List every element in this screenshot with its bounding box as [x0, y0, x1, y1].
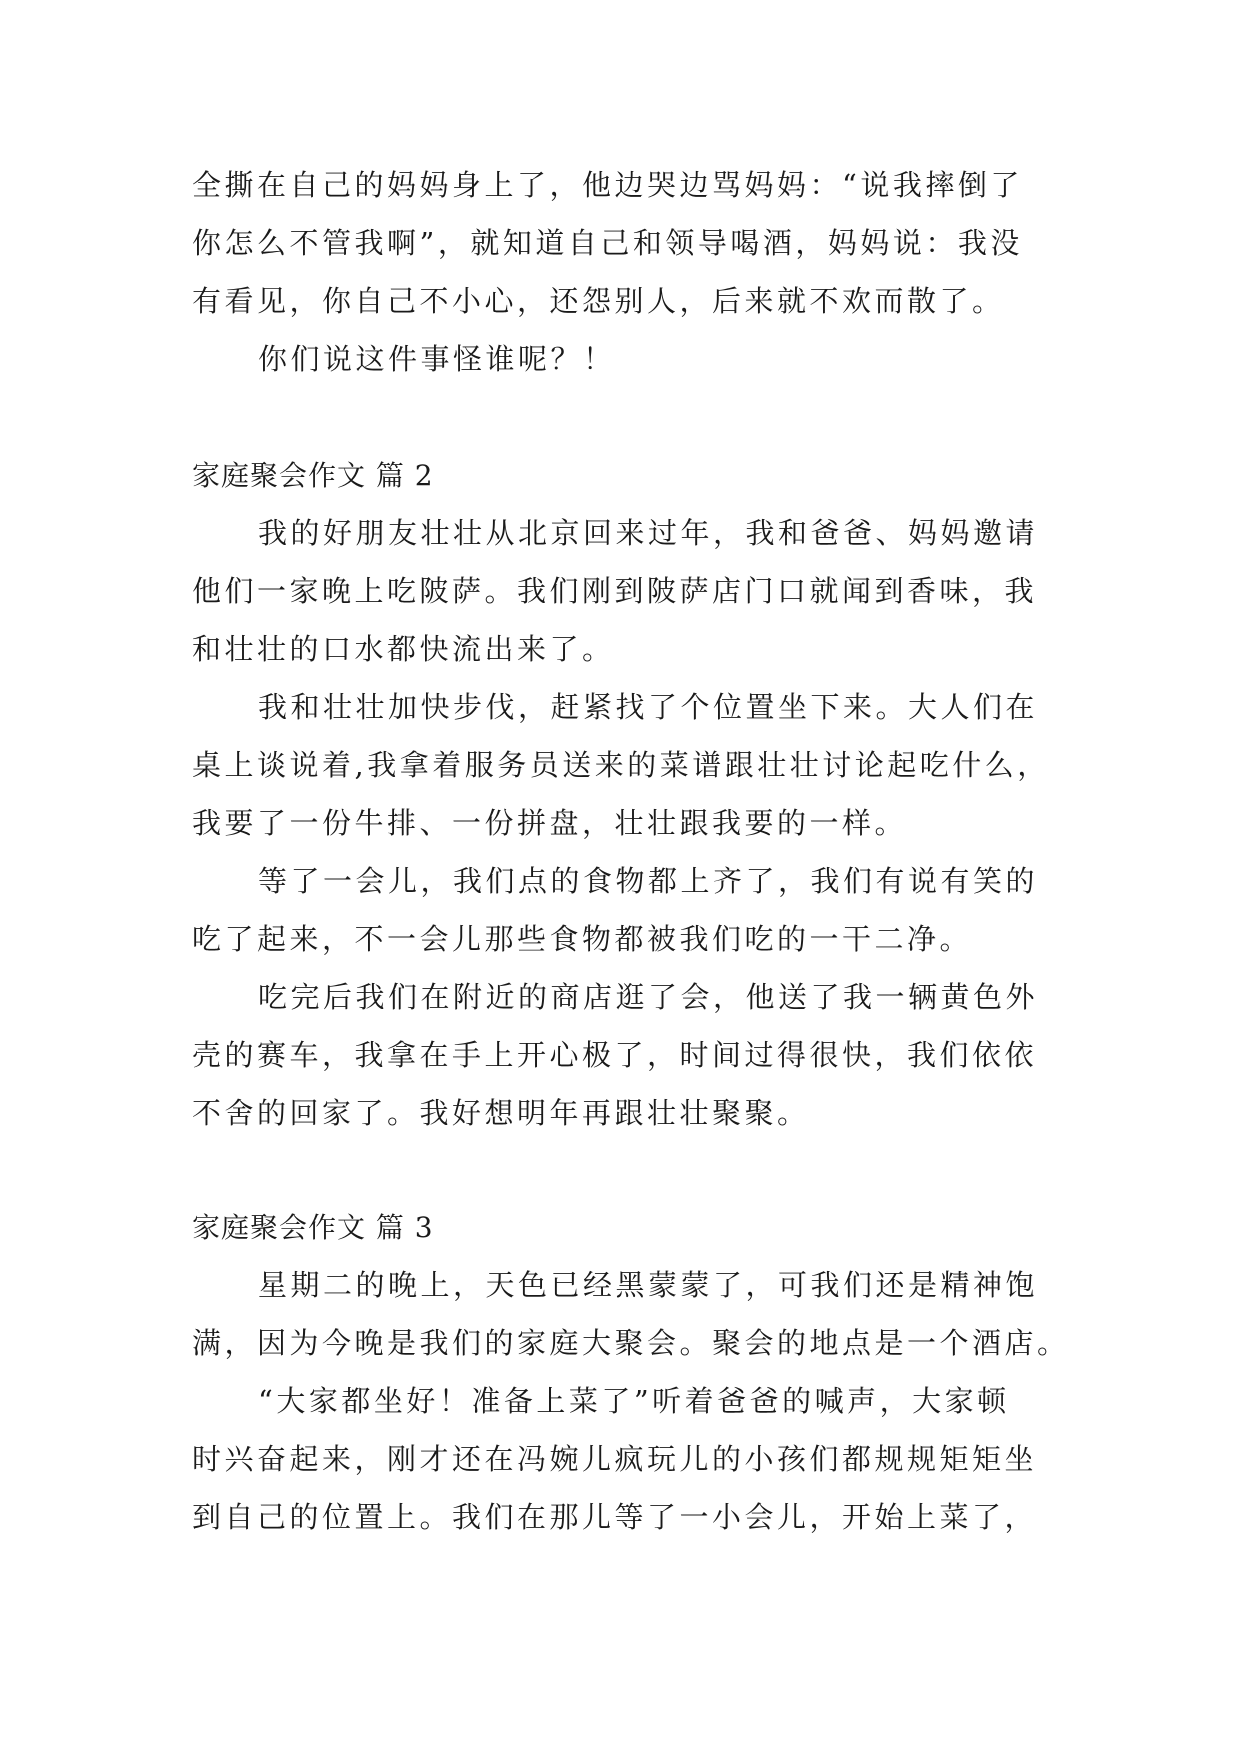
- text-line: 等了一会儿，我们点的食物都上齐了，我们有说有笑的: [258, 864, 1039, 898]
- text-line: 时兴奋起来，刚才还在冯婉儿疯玩儿的小孩们都规规矩矩坐: [192, 1442, 1038, 1476]
- text-line: 吃了起来，不一会儿那些食物都被我们吃的一干二净。: [192, 922, 973, 956]
- text-line: 到自己的位置上。我们在那儿等了一小会儿，开始上菜了，: [192, 1500, 1038, 1534]
- text-line: 星期二的晚上，天色已经黑蒙蒙了，可我们还是精神饱: [258, 1268, 1039, 1302]
- text-line: 吃完后我们在附近的商店逛了会，他送了我一辆黄色外: [258, 980, 1039, 1014]
- text-line: 我的好朋友壮壮从北京回来过年，我和爸爸、妈妈邀请: [258, 516, 1039, 550]
- text-line: 桌上谈说着,我拿着服务员送来的菜谱跟壮壮讨论起吃什么，: [192, 748, 1050, 782]
- text-line: 我要了一份牛排、一份拼盘，壮壮跟我要的一样。: [192, 806, 908, 840]
- text-line: 壳的赛车，我拿在手上开心极了，时间过得很快，我们依依: [192, 1038, 1038, 1072]
- text-line: 和壮壮的口水都快流出来了。: [192, 632, 615, 666]
- section-heading-3: 家庭聚会作文 篇 3: [192, 1211, 434, 1244]
- text-line: 不舍的回家了。我好想明年再跟壮壮聚聚。: [192, 1096, 810, 1130]
- text-line: 你们说这件事怪谁呢？！: [258, 342, 616, 376]
- text-line: “大家都坐好！准备上菜了”听着爸爸的喊声，大家顿: [258, 1384, 1010, 1418]
- text-line: 有看见，你自己不小心，还怨别人，后来就不欢而散了。: [192, 284, 1005, 318]
- text-line: 我和壮壮加快步伐，赶紧找了个位置坐下来。大人们在: [258, 690, 1039, 724]
- text-line: 他们一家晚上吃陂萨。我们刚到陂萨店门口就闻到香味，我: [192, 574, 1038, 608]
- section-heading-2: 家庭聚会作文 篇 2: [192, 459, 434, 492]
- text-line: 全撕在自己的妈妈身上了，他边哭边骂妈妈：“说我摔倒了: [192, 168, 1023, 202]
- text-line: 你怎么不管我啊”，就知道自己和领导喝酒，妈妈说：我没: [192, 226, 1023, 260]
- text-line: 满，因为今晚是我们的家庭大聚会。聚会的地点是一个酒店。: [192, 1326, 1070, 1360]
